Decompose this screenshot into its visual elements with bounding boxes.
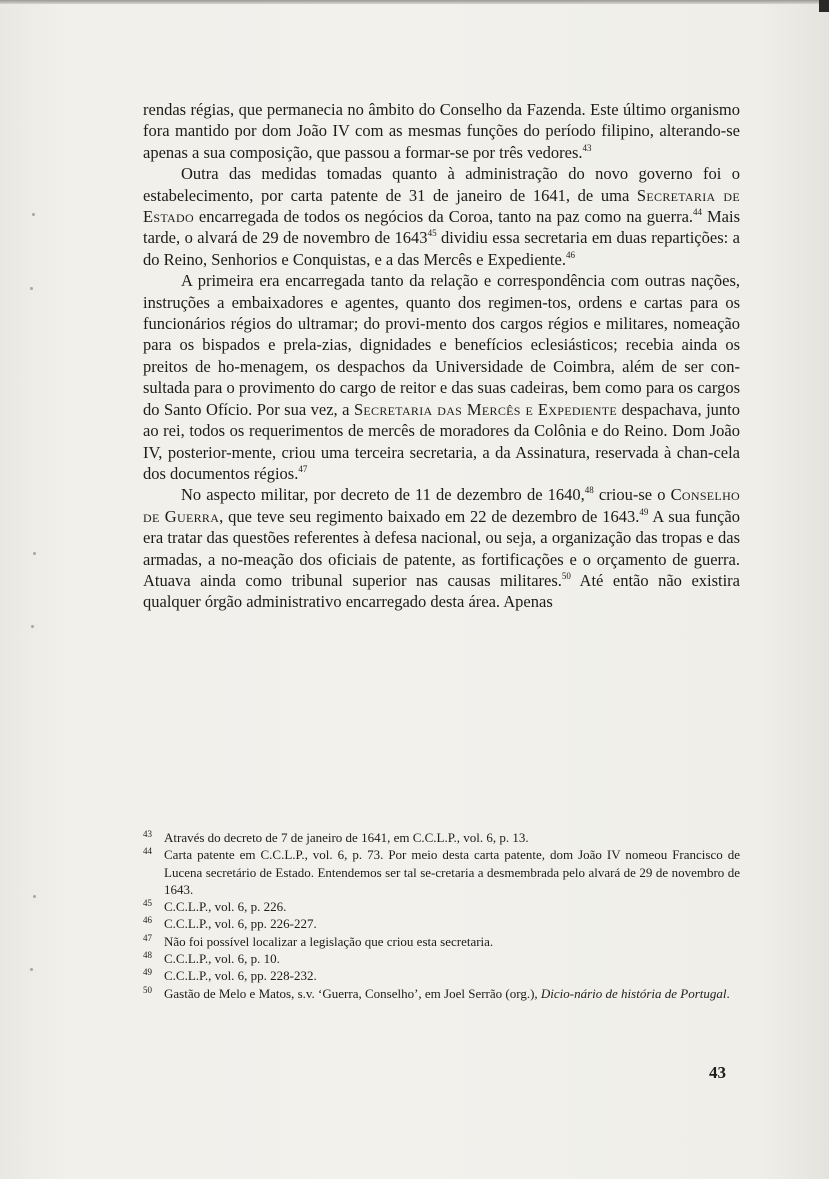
- footnote-48: 48 C.C.L.P., vol. 6, p. 10.: [143, 950, 280, 967]
- footnote-45: 45 C.C.L.P., vol. 6, p. 226.: [143, 898, 287, 915]
- term-secretaria-de-estado: Secretaria de Estado: [143, 185, 740, 227]
- footnote-49: 49 C.C.L.P., vol. 6, pp. 228-232.: [143, 967, 317, 984]
- main-text: [143, 99, 740, 613]
- footnote-ref[interactable]: 47: [298, 463, 308, 474]
- page-top-edge: [0, 0, 829, 4]
- footnote-46: 46 C.C.L.P., vol. 6, pp. 226-227.: [143, 915, 317, 932]
- footnote-ref[interactable]: 43: [582, 142, 592, 153]
- footnote-ref[interactable]: 50: [561, 570, 571, 581]
- footnote-44: 44 Carta patente em C.C.L.P., vol. 6, p. 73. Por meio desta carta patente, dom João IV nomeou Francisco de Lucena secretário de Estado. Entendemos ser tal se-cretaria a desmembrada pelo alvará de 29 de novembro de 1643.: [143, 846, 740, 897]
- paragraph-1: rendas régias, que permanecia no âmbito do Conselho da Fazenda. Este último organismo fora mantido por dom João IV com as mesmas funções do período filipino, alterando-se apenas a sua composição, que passou a formar-se por três vedores.$^{43}$: [143, 100, 740, 162]
- footnote-50: 50 Gastão de Melo e Matos, s.v. ‘Guerra, Conselho’, em Joel Serrão (org.), Dicio-nário de história de Portugal.: [143, 984, 730, 1001]
- page-number: 43: [709, 1063, 726, 1082]
- term-secretaria-das-merces: Secretaria das Mercês e Expediente: [353, 399, 617, 419]
- paragraph-3: A primeira era encarregada tanto da relação e correspondência com outras nações, instruções a embaixadores e agentes, quanto dos regimen-tos, ordens e cartas para os funcionários régios do ultramar; do provi-mento dos cargos régios e militares, nomeação para os bispados e prela-zias, dignidades e benefícios eclesiásticos; recebia ainda os preitos de ho-menagem, os despachos da Universidade de Coimbra, além de ser con-sultada para o provimento do cargo de reitor e das suas cadeiras, bem como para os cargos do Santo Ofício. Por sua vez, a Secretaria das Mercês e Expediente despachava, junto ao rei, todos os requerimentos de mercês de moradores da Colônia e do Reino. Dom João IV, posterior-mente, criou uma terceira secretaria, a da Assinatura, reservada à chan-cela dos documentos régios.$^{47}$: [143, 271, 741, 483]
- footnote-ref[interactable]: 48: [584, 485, 594, 496]
- footnote-ref[interactable]: 44: [693, 207, 703, 218]
- footnote-ref[interactable]: 46: [565, 249, 575, 260]
- paragraph-4: No aspecto militar, por decreto de 11 de dezembro de 1640,48 criou-se o Conselho de Guerra, que teve seu regimento baixado em 22 de dezembro de 1643.49 A sua função era tratar das questões referentes à defesa nacional, ou seja, a organização das tropas e das armadas, a no-meação dos oficiais de patente, as fortificações e o orçamento de guerra. Atuava ainda como tribunal superior nas causas militares.$^{50}$ Até então não existira qualquer órgão administrativo encarregado desta área. Apenas: [143, 485, 741, 612]
- footnote-ref[interactable]: 49: [639, 506, 649, 517]
- paragraph-2: Outra das medidas tomadas quanto à administração do novo governo foi o estabelecimento, por carta patente de 31 de janeiro de 1641, de uma Secretaria de Estado encarregada de todos os negócios da Coroa, tanto na paz como na guerra.$^{44}$ Mais tarde, o alvará de 29 de novembro de 1643$^{45}$ dividiu essa secretaria em duas repartições: a do Reino, Senhorios e Conquistas, e a das Mercês e Expediente.$^{46}$: [143, 164, 741, 269]
- footnotes: [143, 829, 740, 1002]
- term-conselho-de-guerra: Conselho de Guerra: [143, 485, 740, 526]
- book-title: Dicio-nário de história de Portugal: [540, 985, 727, 1001]
- scan-corner-mark: [819, 0, 829, 12]
- footnote-ref[interactable]: 45: [427, 228, 437, 239]
- footnote-47: 47 Não foi possível localizar a legislação que criou esta secretaria.: [143, 932, 494, 949]
- footnote-43: 43 Através do decreto de 7 de janeiro de 1641, em C.C.L.P., vol. 6, p. 13.: [143, 829, 529, 845]
